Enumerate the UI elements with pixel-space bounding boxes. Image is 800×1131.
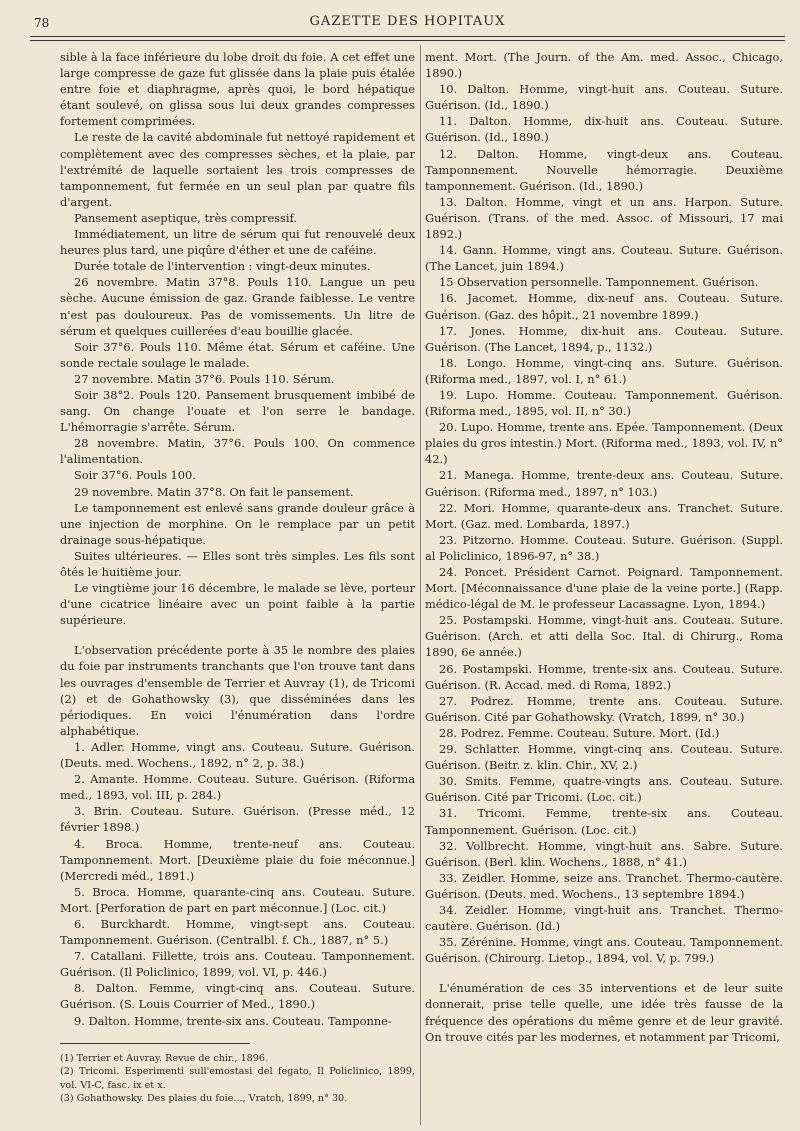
list-item: 5. Broca. Homme, quarante-cinq ans. Couteau. Suture. Mort. [Perforation de part en part méconnue.] (Loc. cit.) [60,884,415,915]
list-item: 17. Jones. Homme, dix-huit ans. Couteau. Suture. Guérison. (The Lancet, 1894, p., 1132.) [425,323,783,354]
list-item: 29. Schlatter. Homme, vingt-cinq ans. Couteau. Suture. Guérison. (Beitr. z. klin. Chir., XV, 2.) [425,742,783,773]
paragraph: Durée totale de l'intervention : vingt-deux minutes. [74,259,371,274]
footnote: (3) Gohathowsky. Des plaies du foie..., Vratch, 1899, n° 30. [60,1093,348,1105]
paragraph: L'observation précédente porte à 35 le nombre des plaies du foie par instruments tranchants que l'on trouve tant dans les ouvrages d'ensemble de Terrier et Auvray (1), de Tricomi (2) et de Gohathowsky (3), que disséminées dans les périodiques. En voici l'énumération dans l'ordre alphabétique. [60,643,415,738]
paragraph: Immédiatement, un litre de sérum qui fut renouvelé deux heures plus tard, une piqûre d'éther et une de caféine. [60,227,415,258]
paragraph: Soir 38°2. Pouls 120. Pansement brusquement imbibé de sang. On change l'ouate et l'on serre le bandage. L'hémorragie s'arrête. Sérum. [60,387,415,435]
paragraph: Soir 37°6. Pouls 100. [74,468,196,483]
list-item: 19. Lupo. Homme. Couteau. Tamponnement. Guérison. (Riforma med., 1895, vol. II, n° 30.) [425,387,783,419]
list-item: 30. Smits. Femme, quatre-vingts ans. Couteau. Suture. Guérison. Cité par Tricomi. (Loc. cit.) [425,774,783,805]
list-item: 14. Gann. Homme, vingt ans. Couteau. Suture. Guérison. (The Lancet, juin 1894.) [425,243,783,274]
footnotes [60,1052,415,1106]
footnote-rule [60,1043,250,1044]
list-item: 22. Mori. Homme, quarante-deux ans. Tranchet. Suture. Mort. (Gaz. med. Lombarda, 1897.) [425,500,783,531]
paragraph: Pansement aseptique, très compressif. [74,210,297,225]
paragraph: Suites ultérieures. — Elles sont très simples. Les fils sont ôtés le huitième jour. [60,548,415,579]
list-item: 12. Dalton. Homme, vingt-deux ans. Couteau. Tamponnement. Nouvelle hémorragie. Deuxième tamponnement. Guérison. (Id., 1890.) [425,146,783,193]
list-item: 13. Dalton. Homme, vingt et un ans. Harpon. Suture. Guérison. (Trans. of the med. Assoc. of Missouri, 17 mai 1892.) [425,194,783,242]
running-title: GAZETTE DES HOPITAUX [309,14,506,29]
paragraph: 27 novembre. Matin 37°6. Pouls 110. Sérum. [74,371,335,386]
paragraph: Le vingtième jour 16 décembre, le malade se lève, porteur d'une cicatrice linéaire avec un point faible à la partie supérieure. [60,581,415,628]
paragraph: 29 novembre. Matin 37°8. On fait le pansement. [74,484,354,499]
list-item: 8. Dalton. Femme, vingt-cinq ans. Couteau. Suture. Guérison. (S. Louis Courrier of Med., 1890.) [60,981,415,1012]
list-item: 15 Observation personnelle. Tamponnement. Guérison. [439,275,759,290]
paragraph: Soir 37°6. Pouls 110. Même état. Sérum et caféine. Une sonde rectale soulage le malade. [60,339,415,370]
paragraph: sible à la face inférieure du lobe droit du foie. A cet effet une large compresse de gaze fut glissée dans la plaie puis étalée entre foie et diaphragme, après quoi, le bord hépatique étant soulevé, on glissa sous lui deux grandes compresses fortement comprimées. [60,50,415,129]
paragraph: Le tamponnement est enlevé sans grande douleur grâce à une injection de morphine. On le remplace par un petit drainage sous-hépatique. [60,500,415,547]
list-item: 10. Dalton. Homme, vingt-huit ans. Couteau. Suture. Guérison. (Id., 1890.) [425,82,783,113]
list-item: 23. Pitzorno. Homme. Couteau. Suture. Guérison. (Suppl. al Policlinico, 1896-97, n° 38.) [425,532,783,563]
footnote: (2) Tricomi. Esperimenti sull'emostasi del fegato, Il Policlinico, 1899, vol. VI-C, fasc. ix et x. [60,1066,415,1091]
list-item: 18. Longo. Homme, vingt-cinq ans. Suture. Guérison. (Riforma med., 1897, vol. I, n° 61.) [425,355,783,386]
left-column [60,49,415,1106]
list-item: 20. Lupo. Homme, trente ans. Epée. Tamponnement. (Deux plaies du gros intestin.) Mort. (Riforma med., 1893, vol. IV, n° 42.) [425,420,783,467]
paragraph: 28 novembre. Matin, 37°6. Pouls 100. On commence l'alimentation. [60,436,415,467]
list-item: 27. Podrez. Homme, trente ans. Couteau. Suture. Guérison. Cité par Gohathowsky. (Vratch, 1899, n° 30.) [425,693,783,724]
list-item: 28. Podrez. Femme. Couteau. Suture. Mort. (Id.) [439,725,720,740]
list-item: 21. Manega. Homme, trente-deux ans. Couteau. Suture. Guérison. (Riforma med., 1897, n° 103.) [425,468,783,499]
header-rule [30,36,785,37]
list-item: 33. Zeidler. Homme, seize ans. Tranchet. Thermo-cautère. Guérison. (Deuts. med. Wochens., 13 septembre 1894.) [425,870,783,901]
header-rule-thin [30,40,785,41]
list-item: ment. Mort. (The Journ. of the Am. med. Assoc., Chicago, 1890.) [425,50,783,81]
list-item: 2. Amante. Homme. Couteau. Suture. Guérison. (Riforma med., 1893, vol. III, p. 284.) [60,772,415,803]
list-item: 31. Tricomi. Femme, trente-six ans. Couteau. Tamponnement. Guérison. (Loc. cit.) [425,806,783,837]
page-number: 78 [34,16,50,30]
list-item: 4. Broca. Homme, trente-neuf ans. Couteau. Tamponnement. Mort. [Deuxième plaie du foie méconnue.] (Mercredi méd., 1891.) [60,836,415,883]
list-item: 3. Brin. Couteau. Suture. Guérison. (Presse méd., 12 février 1898.) [60,804,415,835]
list-item: 25. Postampski. Homme, vingt-huit ans. Couteau. Suture. Guérison. (Arch. et atti della Soc. Ital. di Chirurg., Roma 1890, 6e année.) [425,613,783,660]
list-item: 7. Catallani. Fillette, trois ans. Couteau. Tamponnement. Guérison. (Il Policlinico, 1899, vol. VI, p. 446.) [60,949,415,980]
paragraph: Le reste de la cavité abdominale fut nettoyé rapidement et complètement avec des compresses sèches, et la plaie, par l'extrémité de laquelle sortaient les trois compresses de tamponnement, fut fermée en un seul plan par quatre fils d'argent. [60,130,415,209]
page-header [30,10,785,32]
list-item: 26. Postampski. Homme, trente-six ans. Couteau. Suture. Guérison. (R. Accad. med. di Roma, 1892.) [425,661,783,692]
right-column [425,49,783,1045]
list-item: 34. Zeidler. Homme, vingt-huit ans. Tranchet. Thermo-cautère. Guérison. (Id.) [425,902,783,934]
column-divider [420,45,421,1125]
footnote: (1) Terrier et Auvray. Revue de chir., 1896. [60,1052,269,1064]
paragraph-gap [425,966,783,980]
list-item: 16. Jacomet. Homme, dix-neuf ans. Couteau. Suture. Guérison. (Gaz. des hôpit., 21 novembre 1899.) [425,291,783,322]
paragraph-gap [60,628,415,642]
paragraph: 26 novembre. Matin 37°8. Pouls 110. Langue un peu sèche. Aucune émission de gaz. Grande faiblesse. Le ventre n'est pas douloureux. Pas de vomissements. Un litre de sérum et quelques cuillerées d'eau bouillie glacée. [60,275,415,338]
list-item: 24. Poncet. Président Carnot. Poignard. Tamponnement. Mort. [Méconnaissance d'une plaie de la veine porte.] (Rapp. médico-légal de M. le professeur Lacassagne. Lyon, 1894.) [425,565,783,612]
list-item: 9. Dalton. Homme, trente-six ans. Couteau. Tamponne- [74,1013,392,1028]
list-item: 32. Vollbrecht. Homme, vingt-huit ans. Sabre. Suture. Guérison. (Berl. klin. Wochens., 1888, n° 41.) [425,838,783,869]
list-item: 11. Dalton. Homme, dix-huit ans. Couteau. Suture. Guérison. (Id., 1890.) [425,114,783,145]
list-item: 35. Zérénine. Homme, vingt ans. Couteau. Tamponnement. Guérison. (Chirourg. Lietop., 1894, vol. V, p. 799.) [425,935,783,966]
list-item: 6. Burckhardt. Homme, vingt-sept ans. Couteau. Tamponnement. Guérison. (Centralbl. f. Ch., 1887, n° 5.) [60,916,415,948]
paragraph: L'énumération de ces 35 interventions et de leur suite donnerait, prise telle quelle, une idée très fausse de la fréquence des opérations du même genre et de leur gravité. On trouve cités par les modernes, et notamment par Tricomi, [425,981,783,1044]
list-item: 1. Adler. Homme, vingt ans. Couteau. Suture. Guérison. (Deuts. med. Wochens., 1892, n° 2, p. 38.) [60,739,415,771]
